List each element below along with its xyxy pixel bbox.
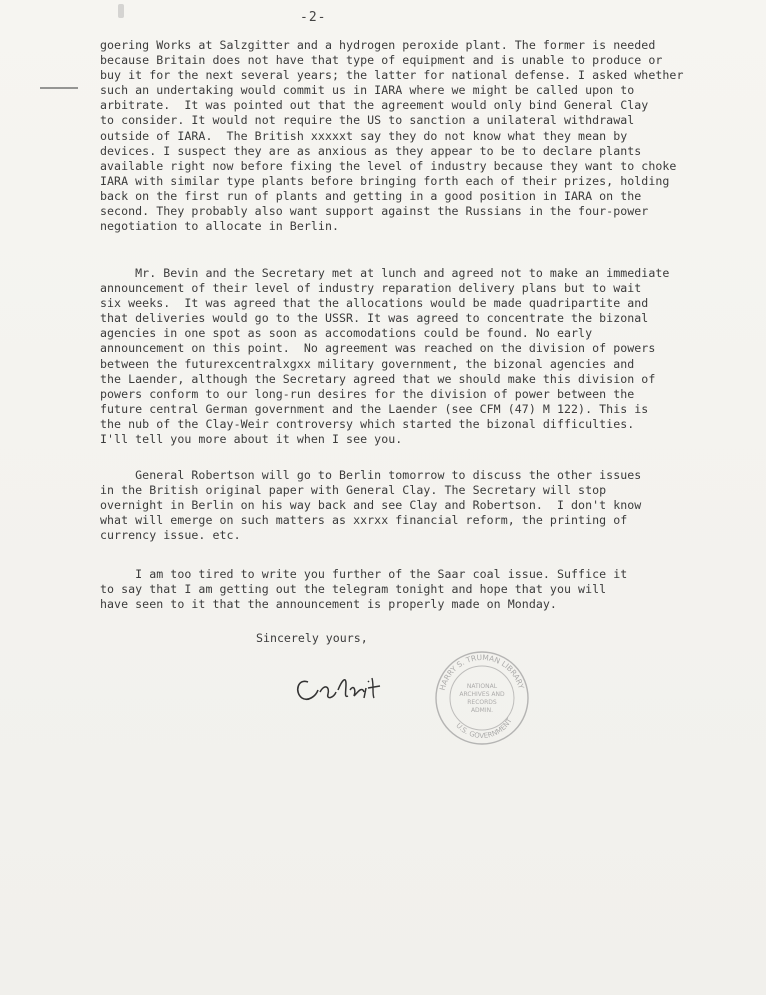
- text-line: arbitrate. It was pointed out that the agreement would only bind General Clay: [100, 98, 649, 113]
- text-line: between the futurexcentralxgxx military government, the bizonal agencies and: [100, 356, 635, 371]
- text-line: IARA with similar type plants before bringing forth each of their prizes, holding: [100, 173, 670, 188]
- text-line: second. They probably also want support against the Russians in the four-power: [100, 204, 649, 219]
- text-line: I'll tell you more about it when I see you.: [100, 432, 403, 447]
- ink-smudge: [118, 4, 124, 18]
- text-line: devices. I suspect they are as anxious as they appear to be to declare plants: [100, 143, 642, 158]
- svg-text:HARRY S. TRUMAN LIBRARY: HARRY S. TRUMAN LIBRARY: [437, 652, 526, 692]
- page-number: -2-: [300, 10, 327, 25]
- text-line: because Britain does not have that type of equipment and is unable to produce or: [100, 53, 663, 68]
- text-line: to say that I am getting out the telegram tonight and hope that you will: [100, 582, 607, 597]
- paragraph-3: [100, 468, 766, 543]
- text-line: buy it for the next several years; the latter for national defense. I asked whether: [100, 68, 684, 83]
- margin-mark: [40, 87, 78, 89]
- svg-text:ARCHIVES AND: ARCHIVES AND: [459, 691, 505, 698]
- text-line: General Robertson will go to Berlin tomorrow to discuss the other issues: [100, 468, 642, 482]
- svg-text:U.S. GOVERNMENT: U.S. GOVERNMENT: [454, 716, 514, 741]
- text-line: back on the first run of plants and getting in a good position in IARA on the: [100, 188, 642, 203]
- text-line: available right now before fixing the level of industry because they want to choke: [100, 158, 677, 173]
- text-line: I am too tired to write you further of the Saar coal issue. Suffice it: [100, 567, 628, 581]
- text-line: have seen to it that the announcement is properly made on Monday.: [100, 597, 557, 612]
- closing-salutation: Sincerely yours,: [256, 631, 368, 645]
- text-line: announcement of their level of industry reparation delivery plans but to wait: [100, 281, 642, 296]
- text-line: currency issue. etc.: [100, 528, 241, 543]
- svg-text:ADMIN.: ADMIN.: [470, 707, 494, 714]
- text-line: such an undertaking would commit us in IARA where we might be called upon to: [100, 83, 635, 98]
- svg-text:NATIONAL: NATIONAL: [466, 683, 498, 690]
- text-line: the Laender, although the Secretary agreed that we should make this division of: [100, 371, 656, 386]
- text-line: powers conform to our long-run desires for the division of power between the: [100, 386, 635, 401]
- text-line: overnight in Berlin on his way back and see Clay and Robertson. I don't know: [100, 498, 642, 513]
- handwritten-signature: [290, 662, 390, 710]
- text-line: future central German government and the Laender (see CFM (47) M 122). This is: [100, 401, 649, 416]
- text-line: in the British original paper with General Clay. The Secretary will stop: [100, 483, 607, 498]
- text-line: agencies in one spot as soon as accomodations could be found. No early: [100, 326, 593, 341]
- archive-stamp: [432, 648, 532, 748]
- text-line: what will emerge on such matters as xxrxx financial reform, the printing of: [100, 513, 628, 528]
- text-line: outside of IARA. The British xxxxxt say they do not know what they mean by: [100, 128, 628, 143]
- paragraph-4: [100, 567, 766, 612]
- text-line: the nub of the Clay-Weir controversy which started the bizonal difficulties.: [100, 416, 635, 431]
- paragraph-2: [100, 266, 766, 447]
- text-line: announcement on this point. No agreement was reached on the division of powers: [100, 341, 656, 356]
- paragraph-1: [100, 38, 766, 234]
- text-line: Mr. Bevin and the Secretary met at lunch and agreed not to make an immediate: [100, 266, 670, 280]
- text-line: to consider. It would not require the US to sanction a unilateral withdrawal: [100, 113, 635, 128]
- text-line: six weeks. It was agreed that the allocations would be made quadripartite and: [100, 296, 649, 311]
- text-line: negotiation to allocate in Berlin.: [100, 219, 340, 234]
- svg-text:RECORDS: RECORDS: [467, 699, 497, 706]
- text-line: that deliveries would go to the USSR. It was agreed to concentrate the bizonal: [100, 311, 649, 326]
- text-line: goering Works at Salzgitter and a hydrogen peroxide plant. The former is needed: [100, 38, 656, 52]
